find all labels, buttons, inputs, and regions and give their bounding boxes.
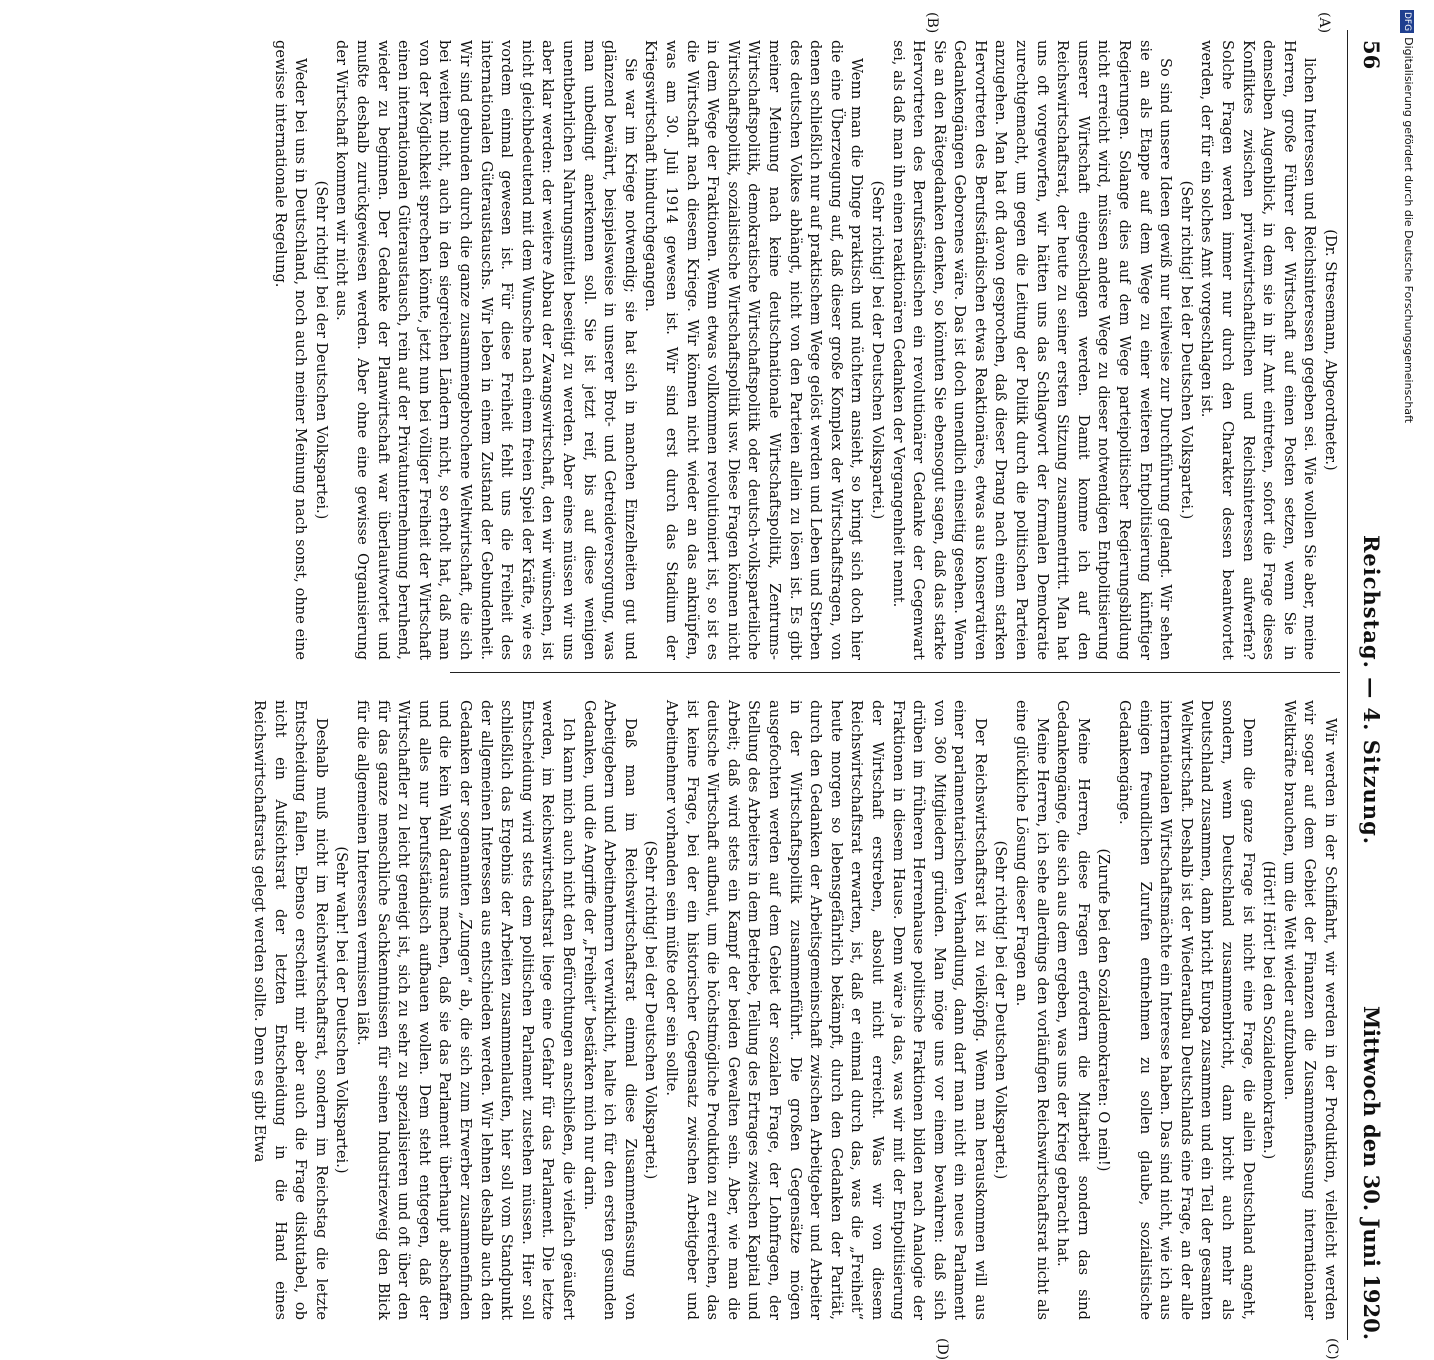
text-column-right [251,700,1340,1320]
margin-marker-c: (C) [1324,1338,1340,1360]
paragraph: Der Reichswirtschaftsrat ist zu vielköpfig. Wenn man herauskommen will aus einer parlamentarischen Verhandlung, dann darf man nicht ein neues Parlament von 360 Mitgliedern gründen. Man möge uns vor einem bewahren: daß sich drüben im früheren Herrenhause politische Fraktionen bilden nach Analogie der Fraktionen in diesem Hause. Denn wäre ja das, was wir mit der Entpolitisierung der Wirtschaft erstreben, absolut nicht erreicht. Was wir von diesem Reichswirtschaftsrat erwarten, ist, daß er einmal durch das, was die „Freiheit“ heute morgen so lebensgefährlich bekämpft, durch den Gedanken der Parität, durch den Gedanken der Arbeitsgemeinschaft zwischen Arbeitgeber und Arbeiter in der Wirtschaftspolitik zusammenführt. Die großen Gegensätze mögen ausgefochten werden auf dem Gebiet der sozialen Frage, der Lohnfragen, der Stellung des Arbeiters in dem Betriebe, Teilung des Ertrages zwischen Kapital und Arbeit; daß wird stets ein Kampf der beiden Gewalten sein. Aber, wie man die deutsche Wirtschaft aufbaut, um die höchstmögliche Produktion zu erreichen, das ist keine Frage, bei der ein historischer Gegensatz zwischen Arbeitgeber und Arbeitnehmer vorhanden sein müßte oder sein sollte. [663,700,989,1320]
page-number: 56 [1359,40,1384,70]
paragraph: Meine Herren, ich sehe allerdings den vorläufigen Reichswirtschaftsrat nicht als eine glückliche Lösung dieser Fragen an. [1013,700,1051,1320]
column-divider [450,672,1340,673]
paragraph: Deshalb muß nicht im Reichswirtschaftsrat, sondern im Reichstag die letzte Entscheidung fallen. Ebenso erscheint mir aber auch die Frage diskutabel, ob nicht ein Aufsichtsrat der letzten Entscheidung in die Hand eines Reichswirtschaftsrats gelegt werden sollte. Denn es gibt Etwa [251,700,330,1320]
interjection: (Dr. Stresemann, Abgeordneter.) [1322,229,1339,471]
margin-marker-a: (A) [1316,12,1332,34]
interjection: (Sehr richtig! bei der Deutschen Volkspartei.) [868,180,886,520]
margin-marker-b: (B) [924,12,940,34]
interjection: (Sehr richtig! bei der Deutschen Volkspartei.) [312,180,330,520]
interjection: (Sehr richtig! bei der Deutschen Volkspartei.) [992,840,1010,1180]
footer-text: Digitalisierung gefördert durch die Deutsche Forschungsgemeinschaft [1402,37,1415,424]
paragraph: Weder bei uns in Deutschland, noch auch meiner Meinung nach sonst, ohne eine gewisse internationale Regelung. [271,40,310,660]
paragraph: Wir werden in der Schiffahrt, wir werden in der Produktion, vielleicht werden wir sogar auf dem Gebiet der Finanzen die Zusammenfassung internationaler Weltkräfte brauchen, um die Welt wieder aufzubauen. [1280,700,1339,1320]
digitization-footer [1395,10,1415,990]
paragraph: lichen Interessen und Reichsinteressen gegeben sei. Wie wollen Sie aber, meine Herren, große Führer der Wirtschaft auf einen Posten setzen, wenn Sie in demselben Augenblick, in dem sie in ihr Amt eintreten, sofort die Frage dieses Konfliktes zwischen privatwirtschaftlichen und Reichsinteressen aufwerfen? Solche Fragen werden immer nur durch den Charakter dessen beantwortet werden, der für ein solches Amt vorgeschlagen ist. [1198,40,1319,660]
page-title: Reichstag. — 4. Sitzung. [1359,534,1384,846]
header-rule [1347,30,1348,1340]
rotated-page-content [40,10,1390,1360]
paragraph: Sie war im Kriege notwendig; sie hat sich in manchen Einzelheiten gut und glänzend bewährt, beispielsweise in unserer Brot- und Getreideversorgung, was man unbedingt anerkennen soll. Sie ist jetzt reif, bis auf diese wenigen unentbehrlichen Nahrungsmittel beseitigt zu werden. Aber eines müssen wir uns aber klar werden: der weitere Abbau der Zwangswirtschaft, den wir wünschen, ist nicht gleichbedeutend mit dem Wunsche nach einem freien Spiel der Kräfte, wie es vordem einmal gewesen ist. Für diese Freiheit fehlt uns die Freiheit des internationalen Güteraustauschs. Wir leben in einem Zustand der Gebundenheit. Wir sind gebunden durch die ganze zusammengebrochene Weltwirtschaft, die sich bei weitem nicht, auch in den siegreichen Ländern nicht, so erholt hat, daß man von der Möglichkeit sprechen könnte, jetzt nun bei völliger Freiheit der Wirtschaft einen internationalen Güteraustausch, rein auf der Privatunternehmung beruhend, wieder zu beginnen. Der Gedanke der Planwirtschaft war überlautwortet und mußte deshalb zurückgewiesen werden. Aber ohne eine gewisse Organisierung der Wirtschaft kommen wir nicht aus. [333,40,639,660]
paragraph: Meine Herren, diese Fragen erfordern die Mitarbeit sondern das sind Gedankengänge, die sich aus dem ergeben, was uns der Krieg gebracht hat. [1054,700,1092,1320]
paragraph: Denn die ganze Frage ist nicht eine Frage, die allein Deutschland angeht, sondern, wenn Deutschland zusammenbricht, dann bricht auch mehr als Deutschland zusammen, dann bricht Europa zusammen und ein Teil der gesamten Weltwirtschaft. Deshalb ist der Wiederaufbau Deutschlands eine Frage, an der alle internationalen Wirtschaftsmächte ein Interesse haben. Das sind nicht, wie ich aus einigen freundlichen Zurufen entnehmen zu sollen glaube, sozialistische Gedankengänge. [1116,700,1257,1320]
interjection: (Hört! Hört! bei den Sozialdemokraten.) [1260,860,1278,1160]
margin-marker-d: (D) [934,1338,950,1360]
page-date: Mittwoch den 30. Juni 1920. [1359,1005,1384,1340]
paragraph: So sind unsere Ideen gewiß nur teilweise zur Durchführung gelangt. Wir sehen sie an als Etappe auf dem Wege zu einer weiteren Entpolitisierung künftiger Regierungen. Solange dies auf dem Wege parteipolitischer Regierungsbildung nicht erreicht wird, müssen andere Wege zu dieser notwendigen Entpolitisierung unserer Wirtschaft eingeschlagen werden. Damit komme ich auf den Reichswirtschaftsrat, der heute zu seiner ersten Sitzung zusammentritt. Man hat uns oft vorgeworfen, wir hätten uns das Schlagwort der formalen Demokratie zurechtgemacht, um gegen die Leitung der Politik durch die politischen Parteien anzugehen. Man hat oft davon gesprochen, daß dieser Drang nach einem starken Hervortreten des Berufsständischen etwas Reaktionäres, etwas aus konservativen Gedankengängen Geborenes wäre. Das ist doch unendlich einseitig gesehen. Wenn Sie an den Rätegedanken denken, so könnten Sie ebensogut sagen, daß das starke Hervortreten des Berufsständischen ein revolutionärer Gedanke der Gegenwart sei, als daß man ihn einen reaktionären Gedanken der Vergangenheit nennt. [889,40,1175,660]
page-header [1350,40,1390,1340]
dfg-logo: DFG [1402,12,1412,32]
paragraph: Daß man im Reichswirtschaftsrat einmal diese Zusammenfassung von Arbeitgebern und Arbeitnehmern verwirklicht, halte ich für den ersten gesunden Gedanken, und die Angriffe der „Freiheit“ bestärken mich nur darin. [580,700,639,1320]
paragraph: Wenn man die Dinge praktisch und nüchtern ansieht, so bringt sich doch hier die eine Überzeugung auf, daß dieser große Komplex der Wirtschaftsfragen, von denen schließlich nur auf praktischem Wege gelöst werden und Leben und Sterben des deutschen Volkes abhängt, nicht von den Parteien allein zu lösen ist. Es gibt meiner Meinung nach keine deutschnationale Wirtschaftspolitik, Zentrums-Wirtschaftspolitik, demokratische Wirtschaftspolitik oder deutsch-volksparteiliche Wirtschaftspolitik, sozialistische Wirtschaftspolitik usw. Diese Fragen können nicht in dem Wege der Fraktionen. Wenn etwas vollkommen revolutioniert ist, so ist es die Wirtschaft nach diesem Kriege. Wir können nicht wieder an das anknüpfen, was am 30. Juli 1914 gewesen ist. Wir sind erst durch das Stadium der Kriegswirtschaft hindurchgegangen. [642,40,866,660]
interjection: (Zurufe bei den Sozialdemokraten: O nein!) [1095,848,1113,1172]
paragraph: Ich kann mich auch nicht den Befürchtungen anschließen, die vielfach geäußert werden, im Reichswirtschaftsrat liege eine Gefahr für das Parlament. Die letzte Entscheidung wird stets dem politischen Parlament zustehen müssen. Hier soll schließlich das Ergebnis der Arbeiten zusammenlaufen, hier soll vom Standpunkt der allgemeinen Interessen aus entschieden werden. Wir lehnen deshalb auch den Gedanken der sogenannten „Zungen“ ab, die sich zum Erwerber zusammenfinden und die kein Wahl daraus machen, daß sie das Parlament überhaupt abschaffen und alles nur berufsständisch aufbauen wollen. Dem steht entgegen, daß der Wirtschaftler zu leicht geneigt ist, sich zu sehr zu spezialisieren und oft über den für das ganze menschliche Sachkenntnissen für seinen Industriezweig den Blick für die allgemeinen Interessen vermissen läßt. [354,700,578,1320]
interjection: (Sehr richtig! bei der Deutschen Volkspartei.) [1177,180,1195,520]
interjection: (Sehr wahr! bei der Deutschen Volkspartei.) [333,846,351,1174]
interjection: (Sehr richtig! bei der Deutschen Volkspartei.) [642,840,660,1180]
text-column-left [271,40,1340,660]
